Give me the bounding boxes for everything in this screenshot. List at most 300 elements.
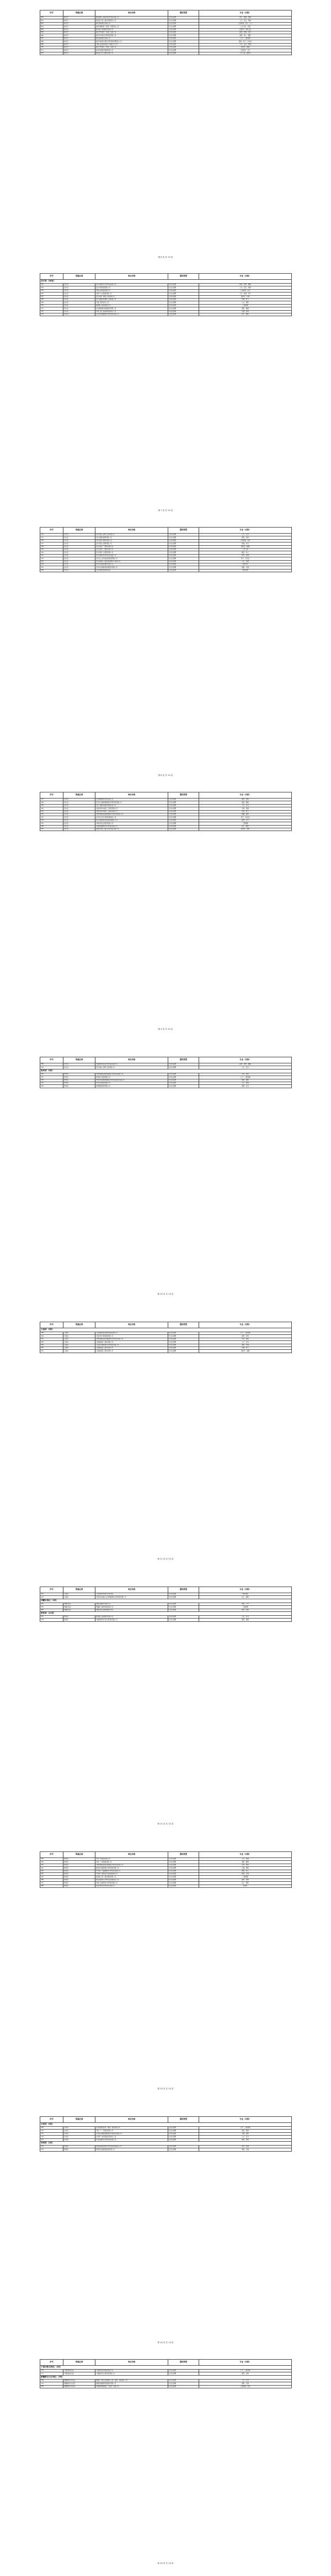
company-cell: 中国五冶集团有限公司 xyxy=(95,289,168,292)
seq-cell: 714 xyxy=(40,534,63,536)
table-row xyxy=(40,569,292,572)
region-group-row xyxy=(40,1328,292,1332)
seq-cell: 702 xyxy=(40,52,63,55)
table-row xyxy=(40,2148,292,2151)
document-page xyxy=(40,527,291,781)
seq-cell: 762 xyxy=(40,1867,63,1870)
major-cell: 土木、安全 xyxy=(199,1615,292,1618)
column-header: 需招类型 xyxy=(168,274,199,280)
region-cell: 重庆市 xyxy=(63,49,95,52)
seq-cell: 715 xyxy=(40,536,63,539)
major-cell: 土木、安全 xyxy=(199,2136,292,2138)
type-cell: 毕业生招聘 xyxy=(168,292,199,295)
seq-cell: 717 xyxy=(40,542,63,545)
region-cell: 陕西省 xyxy=(63,1861,95,1864)
company-cell: 四川省交通勘察设计研究院有限公司 xyxy=(95,313,168,316)
region-cell: 西藏自治区 xyxy=(63,1603,95,1605)
company-cell: 机械工业勘察设计研究院有限公司 xyxy=(95,1882,168,1885)
column-header: 需招类型 xyxy=(168,1852,199,1858)
major-cell: 土木、安全 xyxy=(199,804,292,807)
seq-cell: 711 xyxy=(40,307,63,310)
type-cell: 毕业生招聘 xyxy=(168,828,199,831)
table-header-row xyxy=(40,1852,292,1858)
major-cell: 工程管理 xyxy=(199,304,292,307)
region-cell: 云南省 xyxy=(63,1596,95,1599)
column-header: 单位名称 xyxy=(95,2360,168,2366)
major-cell: 道桥、测绘 xyxy=(199,801,292,804)
seq-cell: 716 xyxy=(40,539,63,542)
seq-cell: 713 xyxy=(40,313,63,316)
region-cell: 陕西省 xyxy=(63,1882,95,1885)
region-cell: 陕西省 xyxy=(63,1615,95,1618)
company-cell: 云南建投第三建设有限公司 xyxy=(95,1350,168,1353)
seq-cell: 696 xyxy=(40,34,63,37)
region-cell: 重庆市 xyxy=(63,37,95,40)
company-cell: 西藏天路股份有限公司 xyxy=(95,1603,168,1605)
type-cell: 毕业生招聘 xyxy=(168,2145,199,2148)
type-cell: 毕业生招聘 xyxy=(168,43,199,46)
region-cell: 西藏自治区 xyxy=(63,1609,95,1611)
major-cell: 建筑、结构 xyxy=(199,1335,292,1338)
region-group-row xyxy=(40,2141,292,2145)
type-cell: 毕业生招聘 xyxy=(168,1338,199,1340)
major-cell: 土木工程 xyxy=(199,548,292,551)
region-cell: 四川省 xyxy=(63,822,95,825)
seq-cell: 691 xyxy=(40,19,63,22)
company-cell: 甘肃省建筑设计研究院有限公司 xyxy=(95,2138,168,2141)
seq-cell: 767 xyxy=(40,1882,63,1885)
seq-cell: 774 xyxy=(40,2145,63,2148)
region-cell: 新疆维吾尔自治区 xyxy=(63,2379,95,2382)
major-cell: 材料、检测 xyxy=(199,2145,292,2148)
region-cell: 青海省 xyxy=(63,2145,95,2148)
column-header: 单位名称 xyxy=(95,1322,168,1328)
major-cell: 岩土、测绘 xyxy=(199,1596,292,1599)
region-group-row xyxy=(40,1611,292,1615)
type-cell: 毕业生招聘 xyxy=(168,31,199,34)
column-header: 单位名称 xyxy=(95,792,168,799)
major-cell: 机械、电气 xyxy=(199,542,292,545)
type-cell: 毕业生招聘 xyxy=(168,1861,199,1864)
seq-cell: 701 xyxy=(40,49,63,52)
seq-cell: 741 xyxy=(40,1076,63,1079)
seq-cell: 759 xyxy=(40,1858,63,1861)
region-cell: 四川省 xyxy=(63,298,95,301)
column-header: 序号 xyxy=(40,10,63,17)
major-cell: 道桥、测绘 xyxy=(199,1079,292,1082)
major-cell: 岩土、测绘 xyxy=(199,313,292,316)
type-cell: 毕业生招聘 xyxy=(168,1073,199,1076)
major-cell: 土木、工程管理 xyxy=(199,1076,292,1079)
major-cell: 土木、安全、机械 xyxy=(199,19,292,22)
region-cell: 贵州省 xyxy=(63,1082,95,1084)
type-cell: 毕业生招聘 xyxy=(168,1876,199,1878)
seq-cell: 760 xyxy=(40,1861,63,1864)
major-cell: 水利、电气 xyxy=(199,810,292,813)
type-cell: 毕业生招聘 xyxy=(168,563,199,566)
type-cell: 毕业生招聘 xyxy=(168,1619,199,1621)
major-cell: 道桥、隧道 xyxy=(199,307,292,310)
company-cell: 重庆建工住宅建设有限公司 xyxy=(95,52,168,55)
region-cell: 重庆市 xyxy=(63,25,95,28)
seq-cell: 765 xyxy=(40,1876,63,1878)
major-cell: 道桥、隧道 xyxy=(199,1861,292,1864)
major-cell: 给排水、暖通 xyxy=(199,46,292,49)
major-cell: 道桥、交通 xyxy=(199,566,292,569)
region-group-row xyxy=(40,1599,292,1603)
region-cell: 四川省 xyxy=(63,810,95,813)
type-cell: 毕业生招聘 xyxy=(168,286,199,289)
major-cell: 材料、检测 xyxy=(199,554,292,557)
column-header: 所属区域 xyxy=(63,10,95,17)
type-cell: 毕业生招聘 xyxy=(168,2127,199,2130)
major-cell: 给排水、环境工程 xyxy=(199,28,292,31)
seq-cell: 719 xyxy=(40,548,63,551)
seq-cell: 730 xyxy=(40,807,63,810)
major-cell: 土木、工程管理 xyxy=(199,2127,292,2130)
region-cell: 重庆市 xyxy=(63,19,95,22)
company-cell: 四川省第十二建筑有限公司 xyxy=(95,548,168,551)
company-cell: 四川省第四建筑有限公司 xyxy=(95,536,168,539)
seq-cell: 739 xyxy=(40,1066,63,1069)
region-cell: 四川省 xyxy=(63,557,95,560)
type-cell: 毕业生招聘 xyxy=(168,1870,199,1872)
company-cell: 重庆华姿建设集团有限公司 xyxy=(95,49,168,52)
type-cell: 毕业生招聘 xyxy=(168,807,199,810)
company-cell: 四川省第六建筑有限公司 xyxy=(95,539,168,542)
column-header: 专业（名称） xyxy=(199,1057,292,1063)
company-cell: 四川省城乡建设研究院 xyxy=(95,569,168,572)
seq-cell: 756 xyxy=(40,1609,63,1611)
page-footer: 第 9 页 共 10 页 xyxy=(158,1028,173,1030)
column-header: 专业（名称） xyxy=(199,1587,292,1593)
type-cell: 毕业生招聘 xyxy=(168,1867,199,1870)
type-cell: 毕业生招聘 xyxy=(168,548,199,551)
document-page xyxy=(40,1322,291,1564)
major-cell: 工程管理、造价 xyxy=(199,539,292,542)
region-cell: 四川省 xyxy=(63,828,95,831)
company-cell: 中国华西企业股份有限公司 xyxy=(95,822,168,825)
major-cell: 建筑、结构 xyxy=(199,2372,292,2375)
seq-cell: 693 xyxy=(40,25,63,28)
region-cell: 四川省 xyxy=(63,807,95,810)
company-cell: 西藏建工建材集团有限公司 xyxy=(95,1606,168,1609)
major-cell: 建筑、结构、暖通 xyxy=(199,1063,292,1066)
seq-cell: 751 xyxy=(40,1350,63,1353)
company-cell: 云南建投第一建设有限公司 xyxy=(95,1341,168,1344)
seq-cell: 710 xyxy=(40,304,63,307)
type-cell: 毕业生招聘 xyxy=(168,1606,199,1609)
major-cell: 工程管理 xyxy=(199,1606,292,1609)
company-cell: 重庆建筑工程职业技术学院有限公司 xyxy=(95,17,168,19)
company-cell: 四川省第八建筑有限公司 xyxy=(95,542,168,545)
seq-cell: 761 xyxy=(40,1864,63,1866)
column-header: 序号 xyxy=(40,792,63,799)
column-header: 序号 xyxy=(40,1852,63,1858)
region-cell: 陕西省 xyxy=(63,1867,95,1870)
region-group-row xyxy=(40,2375,292,2379)
region-cell: 四川省 xyxy=(63,310,95,313)
major-cell: 给排水、暖通 xyxy=(199,1350,292,1353)
column-header: 需招类型 xyxy=(168,528,199,534)
region-heading: 西藏自治区（3家） xyxy=(40,1599,292,1603)
major-cell: 电气、控制、机械 xyxy=(199,17,292,19)
region-cell: 四川省 xyxy=(63,1063,95,1066)
major-cell: 交通、测绘 xyxy=(199,1867,292,1870)
major-cell: 水利、机械 xyxy=(199,807,292,810)
company-cell: 重庆市轨道交通设计研究院有限责任公司 xyxy=(95,40,168,43)
type-cell: 毕业生招聘 xyxy=(168,1082,199,1084)
company-cell: 四川省第一建筑工程有限公司 xyxy=(95,295,168,298)
company-cell: 四川省第十一建筑有限公司 xyxy=(95,545,168,548)
region-cell: 甘肃省 xyxy=(63,2130,95,2132)
major-cell: 土木、安全 xyxy=(199,1066,292,1069)
major-cell: 测绘、岩土 xyxy=(199,551,292,554)
document-page xyxy=(40,2116,291,2348)
seq-cell: 728 xyxy=(40,801,63,804)
type-cell: 毕业生招聘 xyxy=(168,825,199,828)
major-cell: 道桥、土木 xyxy=(199,1603,292,1605)
column-header: 需招类型 xyxy=(168,2360,199,2366)
type-cell: 毕业生招聘 xyxy=(168,1079,199,1082)
type-cell: 毕业生招聘 xyxy=(168,1076,199,1079)
major-cell: 能源、动力 xyxy=(199,819,292,822)
major-cell: 土木、机械 xyxy=(199,1082,292,1084)
type-cell: 毕业生招聘 xyxy=(168,1872,199,1875)
type-cell: 毕业生招聘 xyxy=(168,1332,199,1335)
type-cell: 毕业生招聘 xyxy=(168,2370,199,2372)
type-cell: 毕业生招聘 xyxy=(168,557,199,560)
seq-cell: 754 xyxy=(40,1603,63,1605)
document-page xyxy=(40,1057,291,1300)
company-cell: 四川省第十五建筑有限公司 xyxy=(95,551,168,554)
major-cell: 土木工程、交通 xyxy=(199,25,292,28)
major-cell: 工程管理 xyxy=(199,822,292,825)
type-cell: 毕业生招聘 xyxy=(168,1603,199,1605)
seq-cell: 698 xyxy=(40,40,63,43)
company-cell: 甘肃第一建设集团有限责任公司 xyxy=(95,2136,168,2138)
seq-cell: 768 xyxy=(40,1885,63,1887)
region-cell: 四川省 xyxy=(63,548,95,551)
company-cell: 中铁第一勘察设计院集团有限公司 xyxy=(95,1872,168,1875)
region-cell: 西藏自治区 xyxy=(63,1606,95,1609)
column-header: 序号 xyxy=(40,2360,63,2366)
type-cell: 毕业生招聘 xyxy=(168,289,199,292)
company-cell: 四川电力设计咨询有限责任公司 xyxy=(95,816,168,819)
type-cell: 毕业生招聘 xyxy=(168,2372,199,2375)
type-cell: 毕业生招聘 xyxy=(168,295,199,298)
region-cell: 重庆市 xyxy=(63,17,95,19)
seq-cell: 742 xyxy=(40,1079,63,1082)
type-cell: 毕业生招聘 xyxy=(168,49,199,52)
company-cell: 陕西建工第一建设集团有限公司 xyxy=(95,1876,168,1878)
region-group-row xyxy=(40,280,292,284)
type-cell: 毕业生招聘 xyxy=(168,46,199,49)
type-cell: 毕业生招聘 xyxy=(168,2136,199,2138)
region-cell: 四川省 xyxy=(63,295,95,298)
region-group-row xyxy=(40,2366,292,2370)
seq-cell: 721 xyxy=(40,554,63,557)
type-cell: 毕业生招聘 xyxy=(168,551,199,554)
seq-cell: 776 xyxy=(40,2370,63,2372)
region-cell: 四川省 xyxy=(63,536,95,539)
region-cell: 云南省 xyxy=(63,1593,95,1596)
type-cell: 毕业生招聘 xyxy=(168,304,199,307)
region-cell: 四川省 xyxy=(63,545,95,548)
seq-cell: 692 xyxy=(40,22,63,25)
column-header: 所属区域 xyxy=(63,2117,95,2123)
major-cell: 水利、地质 xyxy=(199,1073,292,1076)
company-cell: 四川省建筑机械化工程有限公司 xyxy=(95,298,168,301)
major-cell: 城乡规划 xyxy=(199,569,292,572)
seq-cell: 697 xyxy=(40,37,63,40)
seq-cell: 725 xyxy=(40,566,63,569)
major-cell: 土木、安全、机械 xyxy=(199,43,292,46)
company-cell: 陕西建工集团股份有限公司 xyxy=(95,1615,168,1618)
major-cell: 土木、检测 xyxy=(199,560,292,563)
page-footer: 第 11 页 共 12 页 xyxy=(157,1558,174,1560)
seq-cell: 694 xyxy=(40,28,63,31)
company-cell: 陕西省建筑设计研究院有限责任公司 xyxy=(95,1878,168,1881)
major-cell: 机械、电气 xyxy=(199,1346,292,1349)
region-cell: 新疆维吾尔自治区 xyxy=(63,2382,95,2385)
major-cell: 建筑、结构 xyxy=(199,1878,292,1881)
type-cell: 毕业生招聘 xyxy=(168,34,199,37)
major-cell: 轨道、交通 xyxy=(199,1872,292,1875)
seq-cell: 726 xyxy=(40,569,63,572)
company-cell: 四川省工业设备安装集团有限公司 xyxy=(95,557,168,560)
region-cell: 贵州省 xyxy=(63,1085,95,1088)
type-cell: 毕业生招聘 xyxy=(168,1063,199,1066)
seq-cell: 703 xyxy=(40,284,63,286)
major-cell: 道桥、交通 xyxy=(199,1344,292,1346)
region-cell: 四川省 xyxy=(63,799,95,801)
type-cell: 毕业生招聘 xyxy=(168,2385,199,2388)
major-cell: 给排水、道桥 xyxy=(199,828,292,831)
document-page xyxy=(40,1587,291,1829)
region-cell: 四川省 xyxy=(63,801,95,804)
region-cell: 四川省 xyxy=(63,307,95,310)
table-header-row xyxy=(40,10,292,17)
seq-cell: 748 xyxy=(40,1341,63,1344)
seq-cell: 777 xyxy=(40,2372,63,2375)
region-heading: 四川省（36家） xyxy=(40,280,292,284)
column-header: 专业（名称） xyxy=(199,274,292,280)
table-row xyxy=(40,1885,292,1887)
type-cell: 毕业生招聘 xyxy=(168,1858,199,1861)
type-cell: 毕业生招聘 xyxy=(168,2130,199,2132)
type-cell: 毕业生招聘 xyxy=(168,542,199,545)
region-cell: 甘肃省 xyxy=(63,2136,95,2138)
major-cell: 机械、电气 xyxy=(199,298,292,301)
seq-cell: 758 xyxy=(40,1619,63,1621)
seq-cell: 709 xyxy=(40,301,63,304)
recruitment-table xyxy=(40,273,292,316)
column-header: 所属区域 xyxy=(63,1322,95,1328)
seq-cell: 738 xyxy=(40,1063,63,1066)
type-cell: 毕业生招聘 xyxy=(168,19,199,22)
major-cell: 土木、安全 xyxy=(199,1341,292,1344)
company-cell: 云南省城乡规划设计研究院 xyxy=(95,1593,168,1596)
company-cell: 重庆渝发建设有限公司 xyxy=(95,37,168,40)
company-cell: 中国五冶集团有限公司重庆分公司 xyxy=(95,43,168,46)
company-cell: 四川省建筑设计研究院有限公司 xyxy=(95,284,168,286)
company-cell: 四川省建筑工程质量检测中心有限公司 xyxy=(95,560,168,563)
region-cell: 陕西省 xyxy=(63,1864,95,1866)
column-header: 需招类型 xyxy=(168,1587,199,1593)
company-cell: 中建三局西南分公司 xyxy=(95,301,168,304)
region-cell: 青海省 xyxy=(63,2148,95,2151)
type-cell: 毕业生招聘 xyxy=(168,1609,199,1611)
region-heading: 宁夏回族自治区（2家） xyxy=(40,2366,292,2370)
column-header: 专业（名称） xyxy=(199,2117,292,2123)
company-cell: 贵州路桥集团有限公司 xyxy=(95,1085,168,1088)
type-cell: 毕业生招聘 xyxy=(168,1066,199,1069)
region-cell: 重庆市 xyxy=(63,52,95,55)
region-cell: 四川省 xyxy=(63,539,95,542)
column-header: 序号 xyxy=(40,528,63,534)
seq-cell: 763 xyxy=(40,1870,63,1872)
region-cell: 四川省 xyxy=(63,313,95,316)
company-cell: 成都建工集团有限公司 xyxy=(95,304,168,307)
column-header: 所属区域 xyxy=(63,2360,95,2366)
type-cell: 毕业生招聘 xyxy=(168,37,199,40)
company-cell: 云南建投第二建设有限公司 xyxy=(95,1346,168,1349)
table-header-row xyxy=(40,792,292,799)
type-cell: 毕业生招聘 xyxy=(168,25,199,28)
company-cell: 四川华西集团有限公司 xyxy=(95,286,168,289)
page-footer: 第 14 页 共 14 页 xyxy=(157,2341,174,2344)
region-cell: 云南省 xyxy=(63,1341,95,1344)
type-cell: 毕业生招聘 xyxy=(168,2138,199,2141)
region-cell: 四川省 xyxy=(63,563,95,566)
type-cell: 毕业生招聘 xyxy=(168,1885,199,1887)
company-cell: 青海省交通控股集团有限公司 xyxy=(95,2148,168,2151)
region-cell: 四川省 xyxy=(63,301,95,304)
region-cell: 重庆市 xyxy=(63,28,95,31)
company-cell: 贵州建工集团有限公司 xyxy=(95,1076,168,1079)
region-cell: 甘肃省 xyxy=(63,2132,95,2135)
seq-cell: 690 xyxy=(40,17,63,19)
region-cell: 四川省 xyxy=(63,804,95,807)
company-cell: 陕西省交通规划设计研究院有限公司 xyxy=(95,1867,168,1870)
type-cell: 毕业生招聘 xyxy=(168,1085,199,1088)
type-cell: 毕业生招聘 xyxy=(168,1341,199,1344)
column-header: 需招类型 xyxy=(168,792,199,799)
type-cell: 毕业生招聘 xyxy=(168,560,199,563)
document-page xyxy=(40,2359,291,2569)
company-cell: 重庆对外建设（集团）有限公司 xyxy=(95,46,168,49)
column-header: 序号 xyxy=(40,1322,63,1328)
company-cell: 云南省交通规划设计研究院有限公司 xyxy=(95,1344,168,1346)
company-cell: 西安市政设计研究院有限公司 xyxy=(95,1885,168,1887)
company-cell: 中铁二十局集团有限公司 xyxy=(95,1861,168,1864)
column-header: 需招类型 xyxy=(168,1057,199,1063)
column-header: 单位名称 xyxy=(95,528,168,534)
type-cell: 毕业生招聘 xyxy=(168,298,199,301)
major-cell: 土木、安全 xyxy=(199,2379,292,2382)
company-cell: 中国水利水电第十工程局有限公司 xyxy=(95,810,168,813)
major-cell: 给排水、暖通 xyxy=(199,545,292,548)
company-cell: 中国有色金属工业昆明勘察设计研究院有限公司 xyxy=(95,1596,168,1599)
table-header-row xyxy=(40,2117,292,2123)
seq-cell: 752 xyxy=(40,1593,63,1596)
document-page xyxy=(40,792,291,1035)
seq-cell: 743 xyxy=(40,1082,63,1084)
major-cell: 工程管理、会计、人力 xyxy=(199,22,292,25)
major-cell: 土木、测绘 xyxy=(199,301,292,304)
company-cell: 甘肃省建设投资（控股）集团有限公司 xyxy=(95,2127,168,2130)
